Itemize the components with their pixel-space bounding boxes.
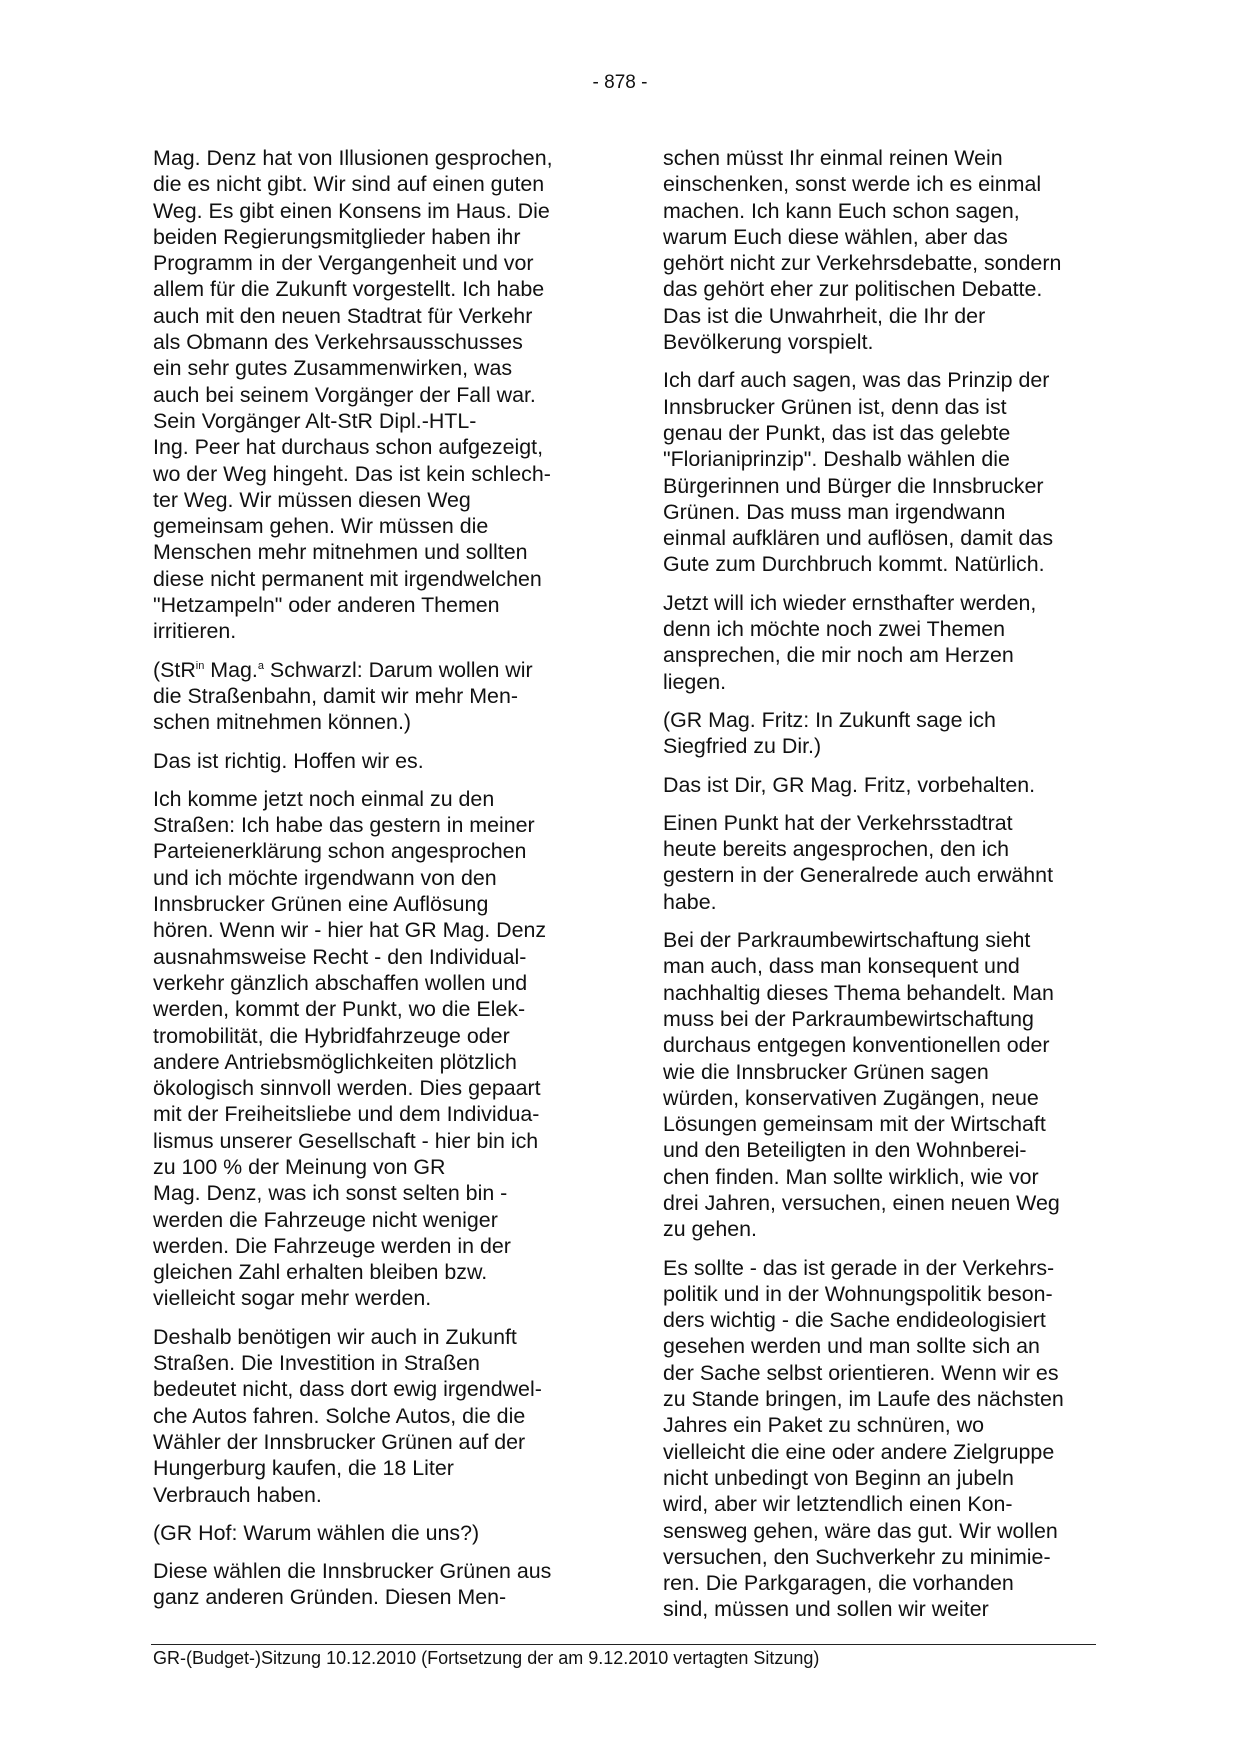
text-line: beiden Regierungsmitglieder haben ihr [153,224,521,249]
text-line: Jahres ein Paket zu schnüren, wo [663,1413,985,1438]
text-line: verkehr gänzlich abschaffen wollen und [153,970,528,995]
text-line: warum Euch diese wählen, aber das [663,224,1008,249]
text-line: ökologisch sinnvoll werden. Dies gepaart [153,1076,541,1101]
paragraph [663,707,1103,760]
text-line: würden, konservativen Zugängen, neue [663,1085,1039,1110]
text-line: ansprechen, die mir noch am Herzen [663,643,1014,668]
paragraph [663,590,1103,695]
text-line: gleichen Zahl erhalten bleiben bzw. [153,1260,488,1285]
text-line: andere Antriebsmöglichkeiten plötzlich [153,1049,517,1074]
text-line: Innsbrucker Grünen eine Auflösung [153,892,489,917]
text-line: liegen. [663,669,727,694]
text-line: nicht unbedingt von Beginn an jubeln [663,1465,1014,1490]
paragraph [663,367,1103,577]
text-line: nachhaltig dieses Thema behandelt. Man [663,980,1054,1005]
text-line: gemeinsam gehen. Wir müssen die [153,514,489,539]
text-line: Sein Vorgänger Alt-StR Dipl.-HTL- [153,408,477,433]
text-line: werden, kommt der Punkt, wo die Elek- [153,997,526,1022]
text-line: "Florianiprinzip". Deshalb wählen die [663,447,1010,472]
interjection-text: Schwarzl: Darum wollen wir [263,657,533,682]
text-line: Bei der Parkraumbewirtschaftung sieht [663,928,1031,953]
text-line: Das ist Dir, GR Mag. Fritz, vorbehalten. [663,772,1036,797]
text-line: Grünen. Das muss man irgendwann [663,499,1006,524]
text-line [153,657,593,683]
text-line: gehört nicht zur Verkehrsdebatte, sondern [663,251,1062,276]
page-number: - 878 - [592,72,648,93]
text-line: und den Beteiligten in den Wohnberei- [663,1138,1027,1163]
paragraph [663,810,1103,915]
text-line: heute bereits angesprochen, den ich [663,837,1010,862]
paragraph [663,145,1103,355]
text-line: zu gehen. [663,1217,757,1242]
text-line: wird, aber wir letztendlich einen Kon- [663,1492,1013,1517]
text-line: ren. Die Parkgaragen, die vorhanden [663,1571,1014,1596]
text-line: schen müsst Ihr einmal reinen Wein [663,146,1003,170]
text-line: Jetzt will ich wieder ernsthafter werden, [663,590,1037,615]
text-line: die Straßenbahn, damit wir mehr Men- [153,683,518,708]
text-line: bedeutet nicht, dass dort ewig irgendwel- [153,1377,542,1402]
superscript-a: a [257,659,264,672]
text-line: Menschen mehr mitnehmen und sollten [153,540,528,565]
text-line: durchaus entgegen konventionellen oder [663,1033,1050,1058]
text-line: zu 100 % der Meinung von GR [153,1154,446,1179]
text-line: Hungerburg kaufen, die 18 Liter [153,1456,454,1481]
speaker-title: Mag. [204,657,258,682]
footer-text: GR-(Budget-)Sitzung 10.12.2010 (Fortsetzung der am 9.12.2010 vertagten Sitzung) [153,1648,820,1668]
text-line: denn ich möchte noch zwei Themen [663,617,1006,642]
text-line: machen. Ich kann Euch schon sagen, [663,198,1020,223]
text-line: vielleicht die eine oder andere Zielgruppe [663,1439,1055,1464]
text-line: ein sehr gutes Zusammenwirken, was [153,356,513,381]
text-line: wo der Weg hingeht. Das ist kein schlech- [153,461,551,486]
paragraph [153,145,593,645]
text-line: Straßen. Die Investition in Straßen [153,1351,480,1376]
text-line: ausnahmsweise Recht - den Individual- [153,944,527,969]
text-line: wie die Innsbrucker Grünen sagen [663,1059,989,1084]
text-line: habe. [663,889,717,914]
text-line: Das ist richtig. Hoffen wir es. [153,748,424,773]
text-line: die es nicht gibt. Wir sind auf einen guten [153,172,545,197]
text-line: Das ist die Unwahrheit, die Ihr der [663,303,986,328]
interjection-paragraph [153,657,593,736]
text-line: allem für die Zukunft vorgestellt. Ich habe [153,277,545,302]
paragraph [663,927,1103,1243]
text-line: zu Stande bringen, im Laufe des nächsten [663,1387,1064,1412]
text-line: gesehen werden und man sollte sich an [663,1334,1040,1359]
speaker-prefix: (StR [153,657,196,682]
text-line: Programm in der Vergangenheit und vor [153,251,534,276]
paragraph [663,1255,1103,1623]
text-line: Innsbrucker Grünen ist, denn das ist [663,394,1007,419]
text-line: das gehört eher zur politischen Debatte. [663,277,1043,302]
footer-divider [151,1644,1096,1645]
text-line: sind, müssen und sollen wir weiter [663,1597,989,1622]
text-line: der Sache selbst orientieren. Wenn wir es [663,1360,1059,1385]
paragraph [663,772,1103,798]
text-line: tromobilität, die Hybridfahrzeuge oder [153,1023,510,1048]
left-column [153,145,593,1623]
paragraph [153,786,593,1312]
text-line: vielleicht sogar mehr werden. [153,1286,432,1311]
text-line: ter Weg. Wir müssen diesen Weg [153,487,471,512]
text-line: Bevölkerung vorspielt. [663,330,874,355]
text-line: Ing. Peer hat durchaus schon aufgezeigt, [153,435,544,460]
text-line: Verbrauch haben. [153,1482,322,1507]
text-line: genau der Punkt, das ist das gelebte [663,420,1011,445]
text-line: und ich möchte irgendwann von den [153,865,497,890]
text-line: schen mitnehmen können.) [153,710,412,735]
text-line: auch bei seinem Vorgänger der Fall war. [153,382,536,407]
text-line: Bürgerinnen und Bürger die Innsbrucker [663,473,1044,498]
text-line: politik und in der Wohnungspolitik beson- [663,1281,1053,1306]
text-line: hören. Wenn wir - hier hat GR Mag. Denz [153,918,547,943]
text-line: Deshalb benötigen wir auch in Zukunft [153,1324,517,1349]
text-line: Ich darf auch sagen, was das Prinzip der [663,368,1050,393]
text-line: ganz anderen Gründen. Diesen Men- [153,1585,507,1610]
text-line: Lösungen gemeinsam mit der Wirtschaft [663,1112,1046,1137]
superscript-in: in [195,659,205,672]
text-line: Gute zum Durchbruch kommt. Natürlich. [663,552,1045,577]
text-line: Wähler der Innsbrucker Grünen auf der [153,1429,526,1454]
paragraph [153,1558,593,1611]
text-line: diese nicht permanent mit irgendwelchen [153,566,542,591]
text-line: Parteienerklärung schon angesprochen [153,839,527,864]
paragraph [153,748,593,774]
text-line: drei Jahren, versuchen, einen neuen Weg [663,1190,1060,1215]
text-line: Ich komme jetzt noch einmal zu den [153,786,495,811]
text-line: auch mit den neuen Stadtrat für Verkehr [153,303,533,328]
interjection-rest [153,683,593,736]
paragraph [153,1324,593,1508]
text-line: werden. Die Fahrzeuge werden in der [153,1233,511,1258]
text-line: ders wichtig - die Sache endideologisiert [663,1308,1046,1333]
text-line: lismus unserer Gesellschaft - hier bin ich [153,1128,539,1153]
text-line: Weg. Es gibt einen Konsens im Haus. Die [153,198,550,223]
text-line: che Autos fahren. Solche Autos, die die [153,1403,526,1428]
text-line: sensweg gehen, wäre das gut. Wir wollen [663,1518,1058,1543]
text-line: chen finden. Man sollte wirklich, wie vor [663,1164,1039,1189]
text-line: "Hetzampeln" oder anderen Themen [153,593,500,618]
text-line: als Obmann des Verkehrsausschusses [153,330,523,355]
text-line: man auch, dass man konsequent und [663,954,1020,979]
text-line: Einen Punkt hat der Verkehrsstadtrat [663,810,1013,835]
right-column [663,145,1103,1635]
text-line: Mag. Denz hat von Illusionen gesprochen, [153,146,553,170]
text-line: (GR Hof: Warum wählen die uns?) [153,1520,480,1545]
text-line: Mag. Denz, was ich sonst selten bin - [153,1181,508,1206]
text-line: Es sollte - das ist gerade in der Verkehrs- [663,1255,1055,1280]
text-line: Diese wählen die Innsbrucker Grünen aus [153,1559,552,1584]
text-line: werden die Fahrzeuge nicht weniger [153,1207,498,1232]
text-line: gestern in der Generalrede auch erwähnt [663,863,1054,888]
paragraph [153,1520,593,1546]
text-line: irritieren. [153,619,237,644]
text-line: versuchen, den Suchverkehr zu minimie- [663,1544,1051,1569]
text-line: muss bei der Parkraumbewirtschaftung [663,1006,1034,1031]
text-line: Straßen: Ich habe das gestern in meiner [153,813,535,838]
text-line: einschenken, sonst werde ich es einmal [663,172,1042,197]
text-line: mit der Freiheitsliebe und dem Individua- [153,1102,540,1127]
text-line: einmal aufklären und auflösen, damit das [663,526,1054,551]
text-line: (GR Mag. Fritz: In Zukunft sage ich [663,707,996,732]
text-line: Siegfried zu Dir.) [663,734,822,759]
